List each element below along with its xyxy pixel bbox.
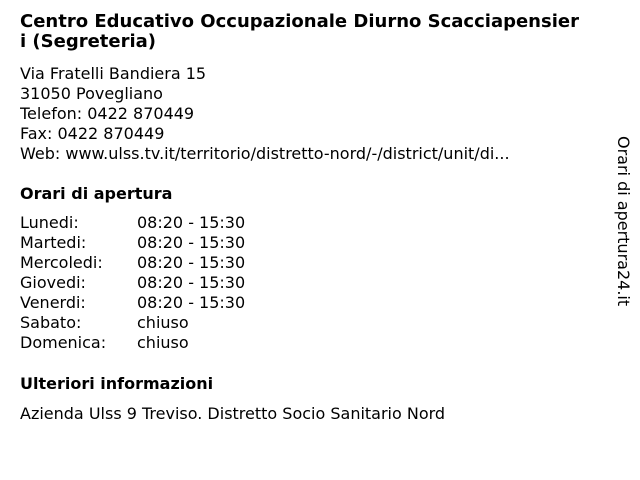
- day-hours: chiuso: [137, 313, 189, 332]
- further-info-text: Azienda Ulss 9 Treviso. Distretto Socio Sanitario Nord: [20, 404, 446, 423]
- site-watermark: Orari di apertura24.it: [614, 136, 633, 307]
- day-hours: 08:20 - 15:30: [137, 213, 246, 232]
- city-address: 31050 Povegliano: [20, 84, 163, 103]
- day-hours: 08:20 - 15:30: [137, 273, 246, 292]
- phone-number: Telefon: 0422 870449: [20, 104, 195, 123]
- day-hours: 08:20 - 15:30: [137, 233, 246, 252]
- hours-row-friday: [20, 293, 245, 313]
- day-label: Lunedi:: [20, 213, 79, 232]
- street-address: Via Fratelli Bandiera 15: [20, 64, 207, 83]
- further-info-heading: Ulteriori informazioni: [20, 374, 214, 393]
- day-label: Venerdi:: [20, 293, 86, 312]
- contact-info: [20, 64, 590, 164]
- hours-row-monday: [20, 213, 245, 233]
- fax-number: Fax: 0422 870449: [20, 124, 165, 143]
- day-hours: 08:20 - 15:30: [137, 293, 246, 312]
- day-hours: chiuso: [137, 333, 189, 352]
- hours-row-wednesday: [20, 253, 245, 273]
- day-label: Sabato:: [20, 313, 82, 332]
- day-label: Mercoledi:: [20, 253, 103, 272]
- hours-row-saturday: [20, 313, 245, 333]
- hours-row-tuesday: [20, 233, 245, 253]
- day-label: Domenica:: [20, 333, 107, 352]
- hours-row-sunday: [20, 333, 245, 353]
- day-hours: 08:20 - 15:30: [137, 253, 246, 272]
- opening-hours-heading: Orari di apertura: [20, 184, 173, 203]
- page-title: Centro Educativo Occupazionale Diurno Scacciapensieri (Segreteria): [20, 11, 579, 52]
- day-label: Giovedi:: [20, 273, 86, 292]
- day-label: Martedi:: [20, 233, 87, 252]
- hours-row-thursday: [20, 273, 245, 293]
- website-link[interactable]: Web: www.ulss.tv.it/territorio/distretto-nord/-/district/unit/di...: [20, 144, 510, 163]
- opening-hours-table: [20, 213, 245, 353]
